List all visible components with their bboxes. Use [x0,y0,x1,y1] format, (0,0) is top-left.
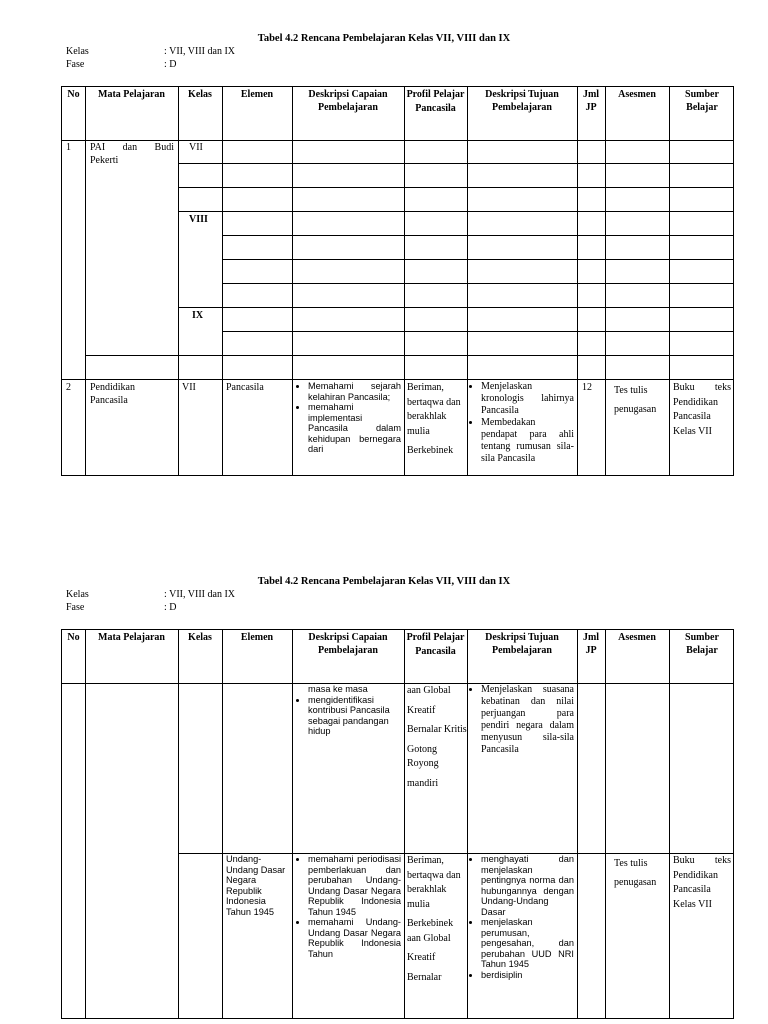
capaian-item: masa ke masa [308,684,368,694]
meta-kelas: Kelas : VII, VIII dan IX [66,589,236,600]
table-title: Tabel 4.2 Rencana Pembelajaran Kelas VII, VIII dan IX [257,33,511,44]
header-sumber: Sumber Belajar [685,632,719,656]
row-elemen-uud: Undang-Undang Dasar Negara Republik Indonesia Tahun 1945 [226,854,286,917]
capaian-item: • memahami Undang- Undang Dasar Negara Republik Indonesia Tahun [308,917,401,959]
cont-capaian [297,684,401,737]
header-jp: Jml JP [582,632,600,656]
row-asesmen-uud: Tes tulis penugasan [614,858,657,888]
profil-item: Berkebinek [407,445,454,456]
cont-profil: aan Global Kreatif Bernalar Kritis Gotong Royong mandiri [407,685,467,789]
table-title: Tabel 4.2 Rencana Pembelajaran Kelas VII, VIII dan IX [257,576,511,587]
meta-fase: Fase : D [66,602,177,613]
row1-mapel: PAI dan Budi Pekerti [90,142,174,166]
header-profil: Profil Pelajar Pancasila [406,89,465,114]
row2-asesmen: Tes tulis penugasan [614,385,657,415]
header-capaian: Deskripsi Capaian Pembelajaran [308,89,388,113]
header-capaian: Deskripsi Capaian Pembelajaran [308,632,388,656]
row2-sumber: Buku teks Pendidikan Pancasila Kelas VII [673,382,731,437]
row2-elemen: Pancasila [226,382,264,393]
cont-tujuan [470,684,574,756]
header-no: No [67,632,80,643]
row2-capaian [297,381,401,455]
header-tujuan: Deskripsi Tujuan Pembelajaran [485,89,559,113]
tujuan-item: • Menjelaskan suasana kebatinan dan nilai perjuangan para pendiri negara dalam menyusun sila-sila Pancasila [481,684,574,756]
row2-jp: 12 [582,382,592,393]
capaian-item: • Memahami sejarah kelahiran Pancasila; [308,381,401,402]
row2-profil [407,381,467,459]
page-2 [0,543,768,1024]
tujuan-item: • berdisiplin [481,970,574,981]
row2-no: 2 [66,382,71,393]
header-mapel: Mata Pelajaran [98,89,165,100]
row1-kelas-vii: VII [189,142,203,153]
row2-mapel: Pendidikan Pancasila [90,382,135,406]
lesson-plan-table [61,86,734,476]
row1-kelas-ix: IX [192,310,204,321]
meta-kelas: Kelas : VII, VIII dan IX [66,46,236,57]
row-profil-uud: Beriman, bertaqwa dan berakhlak mulia Berkebinek aan Global Kreatif Bernalar [407,855,461,983]
row1-no: 1 [66,142,71,153]
capaian-item: • memahami implementasi Pancasila dalam kehidupan bernegara dari [308,402,401,455]
header-no: No [67,89,80,100]
lesson-plan-table [61,629,734,1019]
row2-tujuan [470,381,574,465]
header-elemen: Elemen [240,632,274,643]
header-sumber: Sumber Belajar [685,89,719,113]
row2-kelas: VII [182,382,196,393]
header-jp: Jml JP [582,89,600,113]
header-mapel: Mata Pelajaran [98,632,165,643]
header-tujuan: Deskripsi Tujuan Pembelajaran [485,632,559,656]
header-kelas: Kelas [188,632,212,643]
header-kelas: Kelas [188,89,212,100]
tujuan-item: • menghayati dan menjelaskan pentingnya norma dan hubungannya dengan Undang-Undang Dasar [481,854,574,917]
capaian-item: • mengidentifikasi kontribusi Pancasila sebagai pandangan hidup [308,695,401,737]
header-elemen: Elemen [240,89,274,100]
row-capaian-uud [297,854,401,959]
capaian-item: • memahami periodisasi pemberlakuan dan perubahan Undang-Undang Dasar Negara Republik Indonesia Tahun 1945 [308,854,401,917]
meta-fase: Fase : D [66,59,177,70]
row-tujuan-uud [470,854,574,980]
tujuan-item: • Membedakan pendapat para ahli tentang rumusan sila-sila Pancasila [481,417,574,465]
row-sumber-uud: Buku teks Pendidikan Pancasila Kelas VII [673,855,731,910]
row1-kelas-viii: VIII [189,214,208,225]
header-profil: Profil Pelajar Pancasila [406,632,465,657]
profil-item: Beriman, bertaqwa dan berakhlak mulia [407,382,461,437]
tujuan-item: • menjelaskan perumusan, pengesahan, dan perubahan UUD NRI Tahun 1945 [481,917,574,970]
header-asesmen: Asesmen [618,632,656,643]
header-asesmen: Asesmen [618,89,656,100]
tujuan-item: • Menjelaskan kronologis lahirnya Pancasila [481,381,574,417]
page-1 [0,0,768,500]
